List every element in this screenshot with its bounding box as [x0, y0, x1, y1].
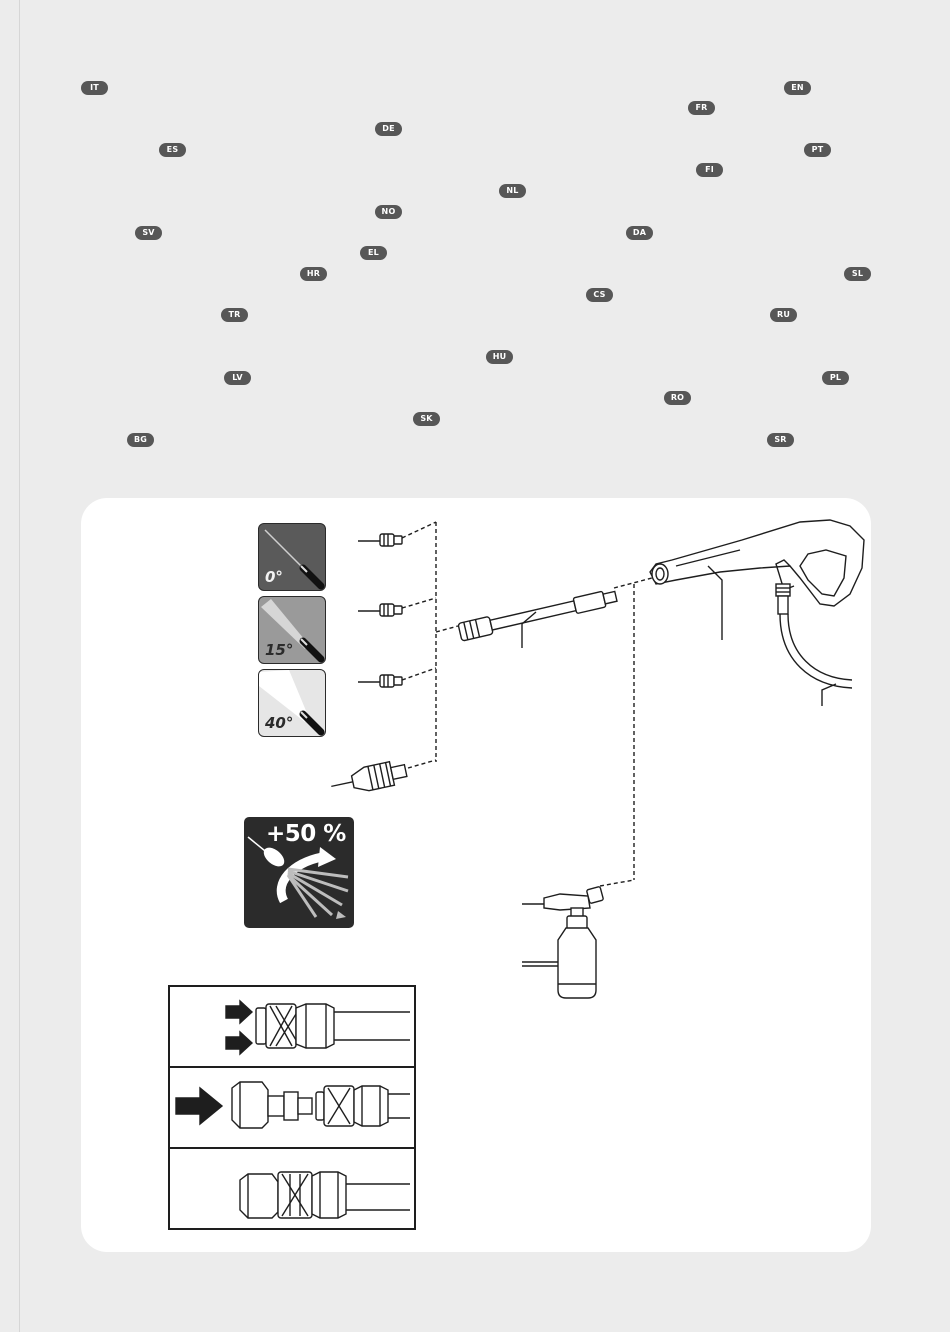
- nozzle-0-degree-label: 0°: [265, 568, 283, 586]
- lang-badge-da: DA: [626, 226, 653, 240]
- lang-badge-cs: CS: [586, 288, 613, 302]
- lang-badge-hu: HU: [486, 350, 513, 364]
- lang-badge-lv: LV: [224, 371, 251, 385]
- lang-badge-tr: TR: [221, 308, 248, 322]
- foam-nozzle: [522, 886, 604, 924]
- lang-badge-fi: FI: [696, 163, 723, 177]
- nozzle-tip-0: [358, 534, 402, 546]
- connector-row-2: [170, 1147, 414, 1149]
- trigger-gun: [650, 520, 864, 606]
- connector-steps-table: [168, 985, 416, 1230]
- lang-badge-it: IT: [81, 81, 108, 95]
- nozzle-tip-40: [358, 675, 402, 687]
- turbo-boost-label: +50 %: [266, 821, 346, 847]
- nozzle-40-degree-label: 40°: [265, 714, 294, 732]
- lang-badge-es: ES: [159, 143, 186, 157]
- connector-row-1: [170, 1066, 414, 1068]
- nozzle-tip-15: [358, 604, 402, 616]
- lang-badge-hr: HR: [300, 267, 327, 281]
- extension-lance: [458, 588, 618, 642]
- lang-badge-de: DE: [375, 122, 402, 136]
- lang-badge-bg: BG: [127, 433, 154, 447]
- lang-badge-sv: SV: [135, 226, 162, 240]
- assembly-guide-lines: [402, 522, 652, 886]
- lang-badge-ru: RU: [770, 308, 797, 322]
- lang-badge-ro: RO: [664, 391, 691, 405]
- turbo-nozzle: [329, 759, 408, 798]
- lang-badge-el: EL: [360, 246, 387, 260]
- lang-badge-fr: FR: [688, 101, 715, 115]
- lang-badge-pt: PT: [804, 143, 831, 157]
- lang-badge-pl: PL: [822, 371, 849, 385]
- lang-badge-sr: SR: [767, 433, 794, 447]
- lang-badge-sl: SL: [844, 267, 871, 281]
- nozzle-15-degree-label: 15°: [265, 641, 294, 659]
- lang-badge-no: NO: [375, 205, 402, 219]
- detergent-bottle: [522, 916, 596, 998]
- lang-badge-en: EN: [784, 81, 811, 95]
- lang-badge-nl: NL: [499, 184, 526, 198]
- lang-badge-sk: SK: [413, 412, 440, 426]
